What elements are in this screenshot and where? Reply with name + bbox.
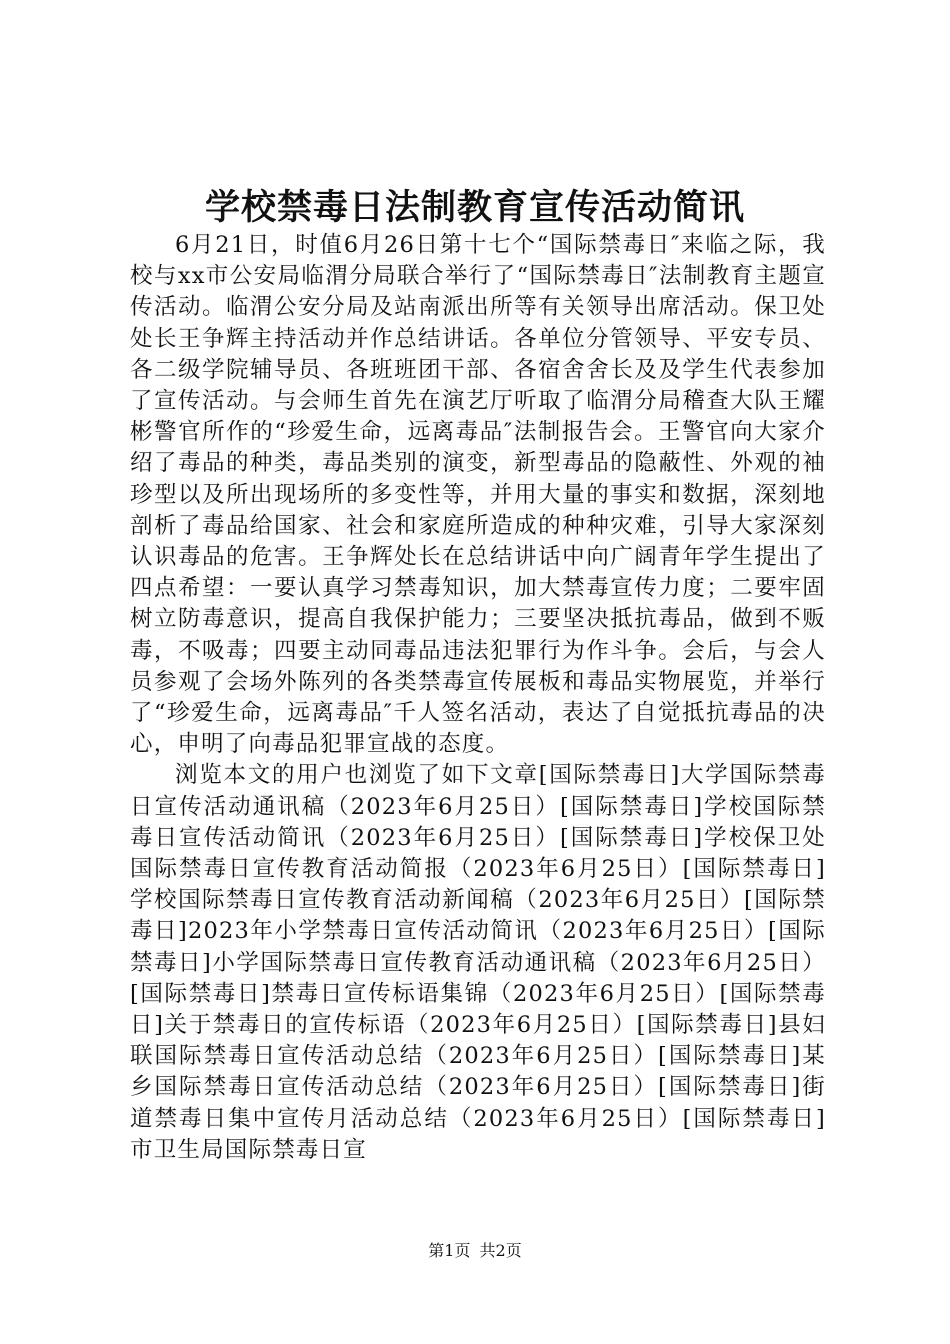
page-footer: [0, 1240, 950, 1262]
page-number-total: 共2页: [479, 1241, 522, 1260]
body-paragraph-related-articles: 浏览本文的用户也浏览了如下文章[国际禁毒日]大学国际禁毒日宣传活动通讯稿（2023年6月25日）[国际禁毒日]学校国际禁毒日宣传活动简讯（2023年6月25日）[国际禁毒日]学校保卫处国际禁毒日宣传教育活动简报（2023年6月25日）[国际禁毒日]学校国际禁毒日宣传教育活动新闻稿（2023年6月25日）[国际禁毒日]2023年小学禁毒日宣传活动简讯（2023年6月25日）[国际禁毒日]小学国际禁毒日宣传教育活动通讯稿（2023年6月25日）[国际禁毒日]禁毒日宣传标语集锦（2023年6月25日）[国际禁毒日]关于禁毒日的宣传标语（2023年6月25日）[国际禁毒日]县妇联国际禁毒日宣传活动总结（2023年6月25日）[国际禁毒日]某乡国际禁毒日宣传活动总结（2023年6月25日）[国际禁毒日]街道禁毒日集中宣传月活动总结（2023年6月25日）[国际禁毒日]市卫生局国际禁毒日宣: [130, 762, 826, 1163]
page-number-current: 第1页: [428, 1241, 471, 1260]
document-body: [130, 230, 826, 1166]
document-title: 学校禁毒日法制教育宣传活动简讯: [204, 187, 745, 228]
body-paragraph-event-report: 6月21日，时值6月26日第十七个“国际禁毒日″来临之际，我校与xx市公安局临渭分局联合举行了“国际禁毒日″法制教育主题宣传活动。临渭公安分局及站南派出所等有关领导出席活动。保卫处处长王争辉主持活动并作总结讲话。各单位分管领导、平安专员、各二级学院辅导员、各班班团干部、各宿舍舍长及及学生代表参加了宣传活动。与会师生首先在演艺厅听取了临渭分局稽查大队王耀彬警官所作的“珍爱生命，远离毒品″法制报告会。王警官向大家介绍了毒品的种类，毒品类别的演变，新型毒品的隐蔽性、外观的袖珍型以及所出现场所的多变性等，并用大量的事实和数据，深刻地剖析了毒品给国家、社会和家庭所造成的种种灾难，引导大家深刻认识毒品的危害。王争辉处长在总结讲话中向广阔青年学生提出了四点希望：一要认真学习禁毒知识，加大禁毒宣传力度；二要牢固树立防毒意识，提高自我保护能力；三要坚决抵抗毒品，做到不贩毒，不吸毒；四要主动同毒品违法犯罪行为作斗争。会后，与会人员参观了会场外陈列的各类禁毒宣传展板和毒品实物展览，并举行了“珍爱生命，远离毒品″千人签名活动，表达了自觉抵抗毒品的决心，申明了向毒品犯罪宣战的态度。: [130, 232, 826, 758]
